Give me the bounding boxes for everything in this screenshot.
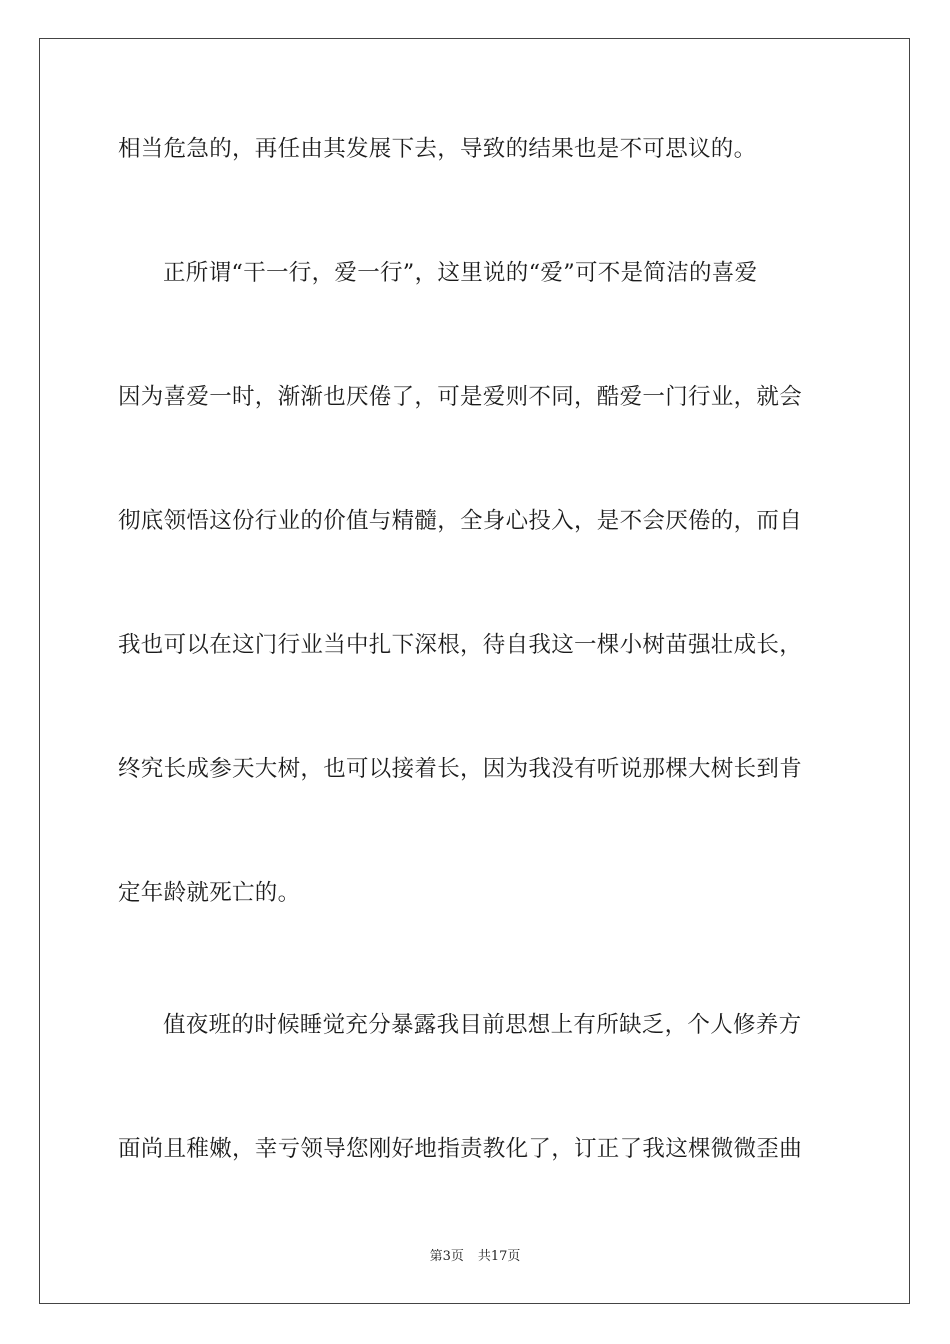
paragraph-line-5: 我也可以在这门行业当中扎下深根，待自我这一棵小树苗强壮成长， [118,632,803,658]
page-footer [0,1248,950,1266]
paragraph-line-1: 相当危急的，再任由其发展下去，导致的结果也是不可思议的。 [118,136,757,162]
paragraph-line-4: 彻底领悟这份行业的价值与精髓，全身心投入，是不会厌倦的，而自 [118,508,803,534]
page-border [39,38,910,1304]
page-total: 共17页 [477,1249,521,1264]
paragraph-line-6: 终究长成参天大树，也可以接着长，因为我没有听说那棵大树长到肯 [118,756,803,782]
paragraph-line-2: 正所谓“干一行，爱一行”，这里说的“爱”可不是简洁的喜爱 [163,260,758,286]
paragraph-line-3: 因为喜爱一时，渐渐也厌倦了，可是爱则不同，酷爱一门行业，就会 [118,384,803,410]
paragraph-line-7: 定年龄就死亡的。 [118,880,301,906]
paragraph-line-9: 面尚且稚嫩，幸亏领导您刚好地指责教化了，订正了我这棵微微歪曲 [118,1136,803,1162]
paragraph-line-8: 值夜班的时候睡觉充分暴露我目前思想上有所缺乏，个人修养方 [163,1012,802,1038]
page-number: 第3页 [429,1249,464,1264]
